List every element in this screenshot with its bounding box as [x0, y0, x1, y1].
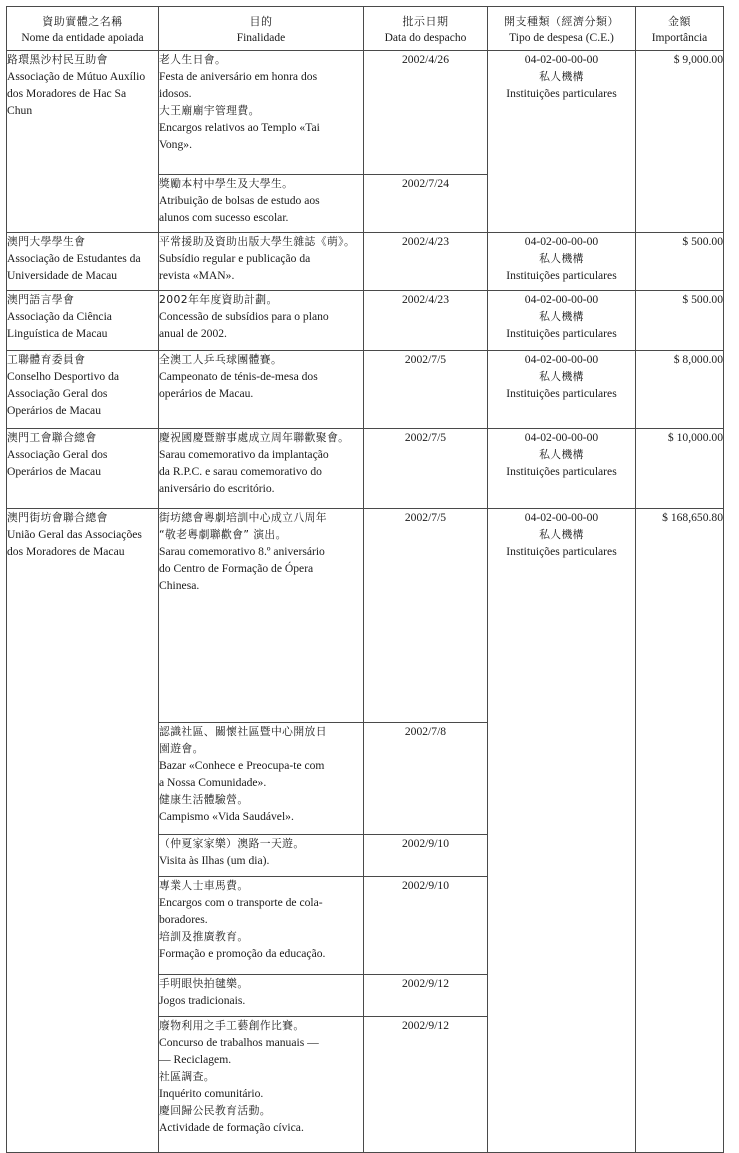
date-cell: 2002/7/5	[364, 351, 488, 429]
date-cell: 2002/7/5	[364, 509, 488, 723]
date-cell: 2002/4/23	[364, 291, 488, 351]
table-row	[7, 291, 724, 351]
entity-cell	[7, 351, 159, 429]
text-line: Instituições particulares	[506, 269, 617, 282]
purpose-cell	[159, 975, 364, 1017]
entity-cell	[7, 509, 159, 1153]
purpose-cell	[159, 233, 364, 291]
text-line: revista «MAN».	[159, 269, 235, 282]
entity-cell	[7, 51, 159, 233]
text-line: Subsídio regular e publicação da	[159, 252, 311, 265]
table-row	[7, 233, 724, 291]
entity-cell	[7, 429, 159, 509]
purpose-cell	[159, 429, 364, 509]
purpose-cell	[159, 175, 364, 233]
header-type: 開支種類（經濟分類） Tipo de despesa (C.E.)	[488, 7, 636, 51]
expense-type-cell	[488, 509, 636, 1153]
text-line: 澳門語言學會	[7, 293, 75, 306]
date-cell: 2002/9/12	[364, 1017, 488, 1153]
text-line: Formação e promoção da educação.	[159, 947, 326, 960]
purpose-cell	[159, 1017, 364, 1153]
text-line: Sarau comemorativo da implantação	[159, 448, 329, 461]
header-date: 批示日期 Data do despacho	[364, 7, 488, 51]
text-line: dos Moradores de Macau	[7, 545, 125, 558]
text-line: 私人機構	[539, 310, 584, 323]
text-line: anual de 2002.	[159, 327, 227, 340]
text-line: 私人機構	[539, 70, 584, 83]
text-line: Campeonato de ténis-de-mesa dos	[159, 370, 318, 383]
table-row	[7, 351, 724, 429]
text-line: 大王廟廟宇管理費。	[159, 104, 260, 117]
text-line: 私人機構	[539, 448, 584, 461]
text-line: 04-02-00-00-00	[524, 511, 599, 524]
text-line: Jogos tradicionais.	[159, 994, 246, 1007]
text-line: 04-02-00-00-00	[524, 431, 599, 444]
expense-type-cell	[488, 429, 636, 509]
header-row	[7, 7, 724, 51]
text-line: do Centro de Formação de Ópera	[159, 562, 314, 575]
text-line: 工聯體育委員會	[7, 353, 86, 366]
amount-cell: $ 500.00	[636, 233, 724, 291]
date-cell: 2002/9/12	[364, 975, 488, 1017]
text-line: 私人機構	[539, 370, 584, 383]
text-line: Associação da Ciência	[7, 310, 112, 323]
header-purpose: 目的 Finalidade	[159, 7, 364, 51]
text-line: 04-02-00-00-00	[524, 353, 599, 366]
date-cell: 2002/9/10	[364, 877, 488, 975]
text-line: União Geral das Associações	[7, 528, 142, 541]
text-line: 04-02-00-00-00	[524, 235, 599, 248]
text-line: Chinesa.	[159, 579, 200, 592]
text-line: 社區調查。	[159, 1070, 215, 1083]
expense-type-cell	[488, 351, 636, 429]
purpose-cell	[159, 291, 364, 351]
text-line: Instituições particulares	[506, 545, 617, 558]
header-entity: 資助實體之名稱 Nome da entidade apoiada	[7, 7, 159, 51]
text-line: 平常援助及資助出版大學生雜誌《萌》。	[159, 235, 356, 248]
date-cell: 2002/9/10	[364, 835, 488, 877]
text-line: Universidade de Macau	[7, 269, 118, 282]
table-body	[7, 51, 724, 1153]
text-line: Encargos com o transporte de cola-	[159, 896, 323, 909]
text-line: Instituições particulares	[506, 465, 617, 478]
text-line: Instituições particulares	[506, 87, 617, 100]
table-row	[7, 509, 724, 723]
purpose-cell	[159, 877, 364, 975]
text-line: Concurso de trabalhos manuais —	[159, 1036, 319, 1049]
text-line: Associação Geral dos	[7, 448, 108, 461]
text-line: 園遊會。	[159, 742, 204, 755]
text-line: Associação Geral dos	[7, 387, 108, 400]
text-line: Encargos relativos ao Templo «Tai	[159, 121, 320, 134]
text-line: — Reciclagem.	[159, 1053, 232, 1066]
text-line: 專業人士車馬費。	[159, 879, 249, 892]
text-line: Actividade de formação cívica.	[159, 1121, 304, 1134]
purpose-cell	[159, 723, 364, 835]
amount-cell: $ 10,000.00	[636, 429, 724, 509]
date-cell: 2002/4/26	[364, 51, 488, 175]
table-row	[7, 429, 724, 509]
text-line: Operários de Macau	[7, 404, 101, 417]
text-line: aniversário do escritório.	[159, 482, 275, 495]
text-line: a Nossa Comunidade».	[159, 776, 267, 789]
text-line: 04-02-00-00-00	[524, 53, 599, 66]
date-cell: 2002/7/24	[364, 175, 488, 233]
text-line: boradores.	[159, 913, 208, 926]
text-line: alunos com sucesso escolar.	[159, 211, 289, 224]
text-line: 2002年年度資助計劃。	[159, 293, 278, 306]
text-line: 澳門工會聯合總會	[7, 431, 97, 444]
amount-cell: $ 9,000.00	[636, 51, 724, 233]
text-line: Visita às Ilhas (um dia).	[159, 854, 270, 867]
text-line: 手明眼快拍毽樂。	[159, 977, 249, 990]
text-line: 獎勵本村中學生及大學生。	[159, 177, 294, 190]
text-line: （仲夏家家樂）澳路一天遊。	[159, 837, 305, 850]
text-line: 路環黑沙村民互助會	[7, 53, 108, 66]
amount-cell: $ 500.00	[636, 291, 724, 351]
text-line: idosos.	[159, 87, 192, 100]
text-line: Bazar «Conhece e Preocupa-te com	[159, 759, 325, 772]
text-line: Linguística de Macau	[7, 327, 108, 340]
expense-type-cell	[488, 51, 636, 233]
text-line: Associação de Estudantes da	[7, 252, 141, 265]
entity-cell	[7, 233, 159, 291]
text-line: Conselho Desportivo da	[7, 370, 120, 383]
amount-cell: $ 8,000.00	[636, 351, 724, 429]
text-line: 澳門街坊會聯合總會	[7, 511, 108, 524]
text-line: 老人生日會。	[159, 53, 227, 66]
table-row	[7, 51, 724, 175]
expense-type-cell	[488, 233, 636, 291]
header-amount: 金額 Importância	[636, 7, 724, 51]
entity-cell	[7, 291, 159, 351]
purpose-cell	[159, 351, 364, 429]
text-line: Atribuição de bolsas de estudo aos	[159, 194, 320, 207]
text-line: 私人機構	[539, 528, 584, 541]
text-line: 慶回歸公民教育活動。	[159, 1104, 271, 1117]
text-line: operários de Macau.	[159, 387, 254, 400]
text-line: 04-02-00-00-00	[524, 293, 599, 306]
text-line: Operários de Macau	[7, 465, 101, 478]
text-line: Concessão de subsídios para o plano	[159, 310, 329, 323]
text-line: 認識社區、關懷社區暨中心開放日	[159, 725, 327, 738]
text-line: dos Moradores de Hac Sa	[7, 87, 127, 100]
text-line: Instituições particulares	[506, 387, 617, 400]
date-cell: 2002/7/8	[364, 723, 488, 835]
text-line: da R.P.C. e sarau comemorativo do	[159, 465, 322, 478]
text-line: 培訓及推廣教育。	[159, 930, 249, 943]
subsidy-table	[6, 6, 724, 1153]
date-cell: 2002/7/5	[364, 429, 488, 509]
text-line: Campismo «Vida Saudável».	[159, 810, 294, 823]
text-line: Inquérito comunitário.	[159, 1087, 264, 1100]
text-line: 健康生活體驗營。	[159, 793, 249, 806]
text-line: 廢物利用之手工藝創作比賽。	[159, 1019, 305, 1032]
date-cell: 2002/4/23	[364, 233, 488, 291]
text-line: Sarau comemorativo 8.º aniversário	[159, 545, 325, 558]
text-line: 街坊總會粵劇培訓中心成立八周年	[159, 511, 327, 524]
text-line: Festa de aniversário em honra dos	[159, 70, 318, 83]
expense-type-cell	[488, 291, 636, 351]
text-line: 私人機構	[539, 252, 584, 265]
text-line: 慶祝國慶暨辦事處成立周年聯歡聚會。	[159, 431, 350, 444]
purpose-cell	[159, 835, 364, 877]
text-line: 澳門大學學生會	[7, 235, 86, 248]
text-line: Associação de Mútuo Auxílio	[7, 70, 146, 83]
text-line: “敬老粵劇聯歡會” 演出。	[159, 528, 287, 541]
text-line: Instituições particulares	[506, 327, 617, 340]
purpose-cell	[159, 509, 364, 723]
text-line: 全澳工人乒乓球團體賽。	[159, 353, 283, 366]
text-line: Vong».	[159, 138, 192, 151]
purpose-cell	[159, 51, 364, 175]
text-line: Chun	[7, 104, 33, 117]
amount-cell: $ 168,650.80	[636, 509, 724, 1153]
